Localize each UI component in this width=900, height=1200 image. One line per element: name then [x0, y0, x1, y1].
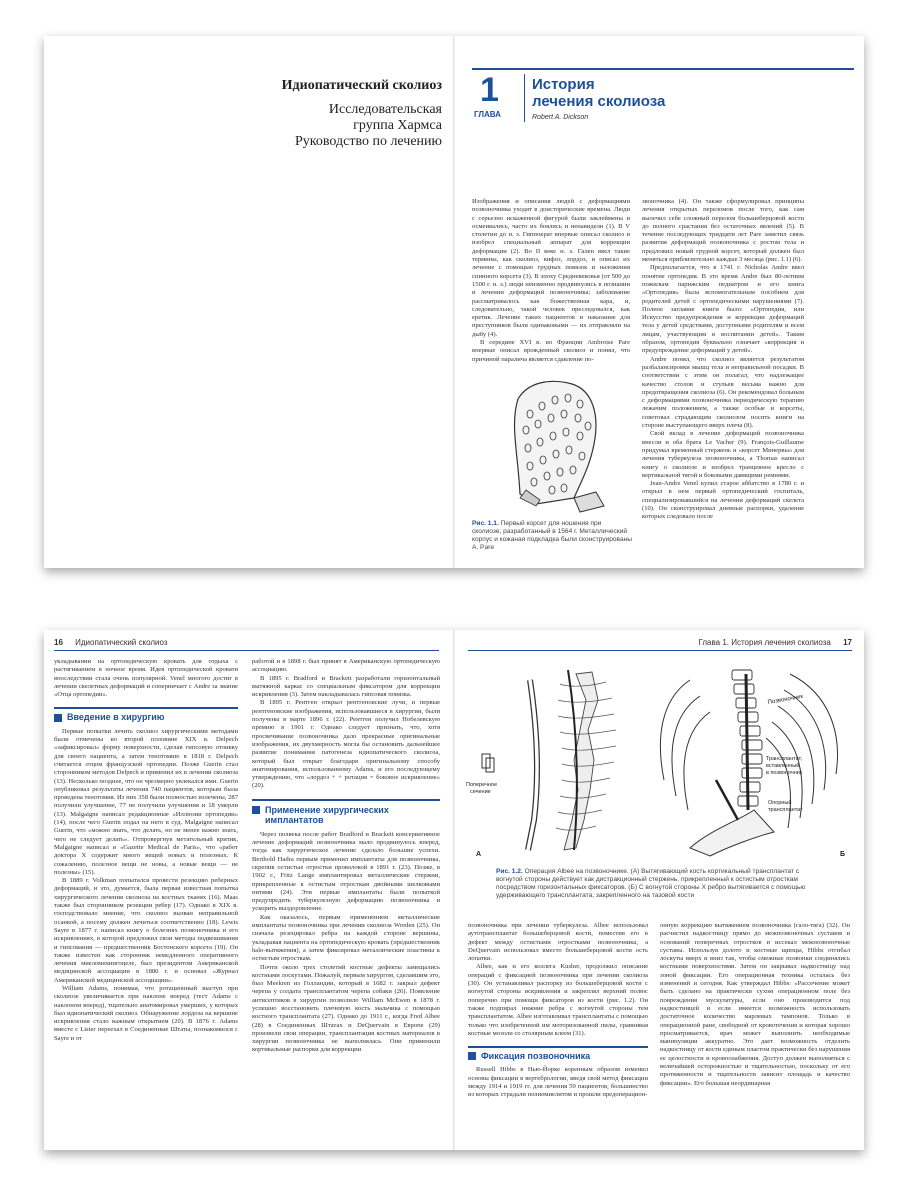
chapter-title	[532, 76, 665, 110]
page17-col2	[660, 922, 850, 1146]
section-marker-icon	[54, 714, 62, 722]
paragraph: Почти около трех столетий костные дефекты замещались костными лоскутами. Пожалуй, первым хирургом, сделавшим это, был Meekren из Голландии, который в 1682 г. закрыл дефект черепа у солдата трансплантатом черепа собаки (26). Появление антисептиков в хирургии позволило William McEwen в 1878 г. успешно восстановить плечевую кость мальчика с помощью костного трансплантата (27). Однако до 1911 г., когда Fred Albee (28) в Соединенных Штатах и DeQuervain в Европе (29) произвели свои операции, трансплантация костных материалов в хирургии позвоночника не выполнялась. Они применили кортикальные распорки для коррекции	[252, 963, 440, 1054]
page-number: 17	[843, 638, 852, 647]
figure-caption-text: Первый корсет для ношения при сколиозе, разработанный в 1564 г. Металлический корпус и кожаная подкладка были сконструированы А. Pare	[472, 520, 633, 551]
paragraph: В 1895 г. Рентген открыл рентгеновские лучи, и первые рентгеновские изображения, использовавшиеся в хирургии, были получены в марте 1896 г. (22). Рентген получил Нобелевскую премию в 1901 г. Однако следует признать, что, хотя просвечивание позвоночника дало прекрасные оригинальные изображения, их двухмерность могла бы остановить дальнейшее развитие понимания патогенеза идиопатического сколиоза, который был открыт благодаря оригинальному способу анатомирования, использованному Adams, и его последующему утверждению, что «лордоз + + ротация = боковое искривление» (20).	[252, 699, 440, 790]
chapter-col1-text	[472, 198, 630, 366]
subtitle-line2: группа Хармса	[353, 118, 442, 133]
subtitle-line1: Исследовательская	[328, 102, 442, 117]
figure-label: Рис. 1.1.	[472, 520, 499, 527]
page16-col2	[252, 658, 440, 1146]
label-graft-2: вставленный	[766, 763, 800, 769]
paragraph: звоночника (4). Он также сформулировал принципы лечения открытых переломов после того, как сам вылечил себе сложный перелом большеберцовой кости до полного срастания без остаточных явлений (5). В течение последующих тридцати лет Pare заметил связь развития деформаций позвоночника с ростом тела и предложил новый грудной корсет, который должен был меняться приблизительно каждые 3 месяца (рис. 1.1) (6).	[642, 198, 804, 264]
paragraph: Jean-Andre Venel купил старое аббатство в 1780 г. и открыл в нем первый ортопедический госпиталь, специализировавшийся на лечении деформаций скелета (10). Он сконструировал дневные распорки, удаление которых следовало после	[642, 480, 804, 521]
paragraph: В 1889 г. Volkman попытался провести резекцию реберных деформаций, и это, думается, была первая известная попытка хирургического лечения сколиоза на костных тканях (16). Maas также был сторонником резекции ребер (17). Однако в XIX в. господствовало мнение, что сколиоз вызван неправильной осанкой, а посему должен лечиться соответственно (18). Lewis Sayre в 1877 г. написал книгу о болезнях позвоночника и его искривлениях, в которой предложил свои методы подвешивания и гипсования — предшественник Бостонского корсета (19). Он также известен как сторонник немедленного оперативного лечения миеломенингоцеле, был президентом Американской медицинской ассоциации в 1880 г. и основал «Журнал Американской медицинской ассоциации».	[54, 877, 238, 984]
bottom-spread	[44, 630, 864, 1150]
page16-col1	[54, 658, 238, 1146]
label-graft-1: Трансплантат,	[766, 756, 803, 762]
figure-1-1-caption	[472, 520, 632, 552]
chapter-col2-text	[642, 198, 804, 560]
chapter-top-rule	[472, 68, 854, 70]
paragraph: Предполагается, что в 1741 г. Nicholas Andre ввел понятие ортопедия. В это время Andre был 80-летним пожилым парижским педиатром и его книга «Ортопедия» была вспомогательным пособием для родителей детей с ортопедическими нарушениями (7). Полное заглавие книги было: «Ортопедия, или Искусство предупреждения и коррекции деформаций тела у детей средствами, доступными родителям и всем лицам, участвующим в воспитании детей». Таким образом, ортопедия буквально означает «коррекция и предупреждение деформаций у детей».	[642, 264, 804, 355]
paragraph: укладывании на ортопедическую кровать для отдыха с растягиванием в ночное время. Идея ортопедической кровати впоследствии стала очень популярной. Venel многого достиг в лечении скелетных деформаций и соперничает с Andre за звание «Отца ортопедии».	[54, 658, 238, 699]
figure-caption-text: Операция Albee на позвоночнике. (А) Вытягивающий кость кортикальный трансплантат с вогнутой стороны действует как дистракционный стержень, прикрепленный к остистым отросткам посредством горизонтальных фиксаторов. (Б) С вогнутой стороны X ребро вытягивается с помощью удерживающего трансплантата, закрепленного на тазовой кости	[496, 868, 806, 899]
paragraph: позвоночника при лечении туберкулеза. Albee использовал аутотрансплантат большеберцовой кости, поместив его в дефект между остистыми отростками позвоночника, а DeQuervain использовал вместо большеберцовой кости ость лопатки.	[468, 922, 648, 963]
book-title: Идиопатический сколиоз	[281, 78, 442, 93]
section-title: Введение в хирургию	[67, 712, 165, 723]
paragraph: онную коррекцию вытяжением позвоночника (гало-тяга) (32). Он расчистил надкостницу прямо до межпозвоночных суставов и оснований поперечных отростков и иссекал межпозвоночные суставы. Используя долото и костные щипцы, Hibbs отгибал лоскуты вверх и вниз так, чтобы смежные позвонки соединялись костными поверхностями. Затем он закрывал надкостницу над зоной фиксации. Его операционная техника осталась без изменений и сегодня. Как утверждал Hibbs: «Рассечение может быть сделано на практически сухом операционном поле без повреждения мускулатуры, если оно производится под надкостницей и если имеется возможность использовать достаточное количество марлевых тампонов. Только в операционной ране, свободной от кровотечения и которая хорошо просматривается, врач может выполнить необходимые манипуляции аккуратно. Это дает возможность отделить надкостницу от кости единым пластом практически без нарушения ее целостности и кровоснабжения. Доступ должен выполняться с величайшей осторожностью и тщательностью, поскольку от его протяженности и тщательности зависит площадь и качество фиксации». Его большая неординарная	[660, 922, 850, 1087]
chapter-title-line1: История	[532, 76, 595, 93]
section-title-line1: Применение хирургических	[265, 804, 389, 815]
albee-operation-illustration-b	[650, 660, 854, 860]
paragraph: Свой вклад в лечение деформаций позвоночника внесли и оба брата Le Vacher (9). François-Guillaume придумал временный стержень и «корсет Минервы» для лечения туберкулеза позвоночника, а Thomas написал книгу о сколиозе и изобрел транцевное кресло с вертикальной тягой и боковыми давящими ремнями.	[642, 430, 804, 479]
subtitle-line3: Руководство по лечению	[295, 134, 442, 149]
paragraph: Russell Hibbs в Нью-Йорке коренным образом изменил основы фиксации в вертебрологии, введя свой метод фиксации между 1914 и 1919 гг. для лечения 59 пациентов, большинство из которых страдали полиомиелитом и прошли предоперацион-	[468, 1066, 648, 1099]
header-rule	[468, 650, 852, 651]
running-head: Глава 1. История лечения сколиоза	[698, 638, 831, 647]
chapter-number: 1	[480, 71, 499, 109]
chapter-vertical-rule	[524, 74, 525, 122]
section-heading-fixation	[468, 1046, 648, 1060]
top-spread	[44, 36, 864, 568]
paragraph: Первые попытки лечить сколиоз хирургическими методами были отмечены во второй половине XIX в. Delpech «зафиксировал» форму поверхности, сделав гипсовую отливку для своего пациента, а затем тенотомию в 1818 г. Delpech считается отцом французской ортопедии. Позже Guerin стал сторонником методов Delpech и применил их в лечении сколиоза (13). Несколько позднее, что он чрезмерно увлекался ими. Guerin опубликовал результаты лечения 740 пациентов, которым была проведена тенотомия. Из них 358 были полностью излечены, 287 получили улучшение, 77 не получили улучшения и 18 умерли (13). Malgaigne написал редакционные «Иллюзии ортопедии» (14), после чего Guerin подал на него в суд. Malgaigne написал Guerin, что «можно знать, что делать, но не менее важно знать, чего не следует делать». Отпровергнув метательный критик, Malgaigne написал в «Gazette Medical de Paris», что «работ доктора X содержит много вещей новых и полезных. К сожалению, полезное вещи не новы, а новые вещи — не полезны» (15).	[54, 727, 238, 876]
corset-illustration	[500, 374, 620, 514]
paragraph: Albee, как и его коллега Kusher, продолжил описание операций с фиксацией позвоночника при лечении сколиоза (30). Он устанавливал распорку из большеберцовой кости с вогнутой стороны искривления и закреплял верхний полюс поперечно при помощи фиксаторов из кости (рис. 1.2). Он также подпирал нижние ребра с вогнутой стороны тем трансплантатом. Albee изготавливал трансплантаты с помощью только что изобретенной им моторизованной пилы, сравнивая костные мозоли со столярным клеем (31).	[468, 963, 648, 1037]
section-heading-implants	[252, 799, 440, 825]
section-heading-surgery	[54, 707, 238, 721]
running-head: Идиопатический сколиоз	[75, 638, 168, 647]
paragraph: работой и в 1898 г. был принят в Американскую ортопедическую ассоциацию.	[252, 658, 440, 674]
spine-divider	[453, 36, 455, 568]
label-support-2: трансплантат	[768, 807, 803, 813]
section-title-line2: имплантатов	[265, 814, 324, 825]
page-17-header	[699, 638, 853, 647]
figure-label: Рис. 1.2.	[496, 868, 523, 875]
label-a: A	[476, 851, 482, 858]
figure-1-2-caption	[496, 868, 816, 900]
label-b: Б	[840, 851, 846, 858]
page-number: 16	[54, 638, 63, 647]
header-rule	[54, 650, 439, 651]
paragraph: Через полвека после работ Bradford и Brackett консервативное лечение деформаций позвоночника мало продвинулось вперед, тогда как хирургическое лечение сделало большие успехи. Berthold Hadra первым применил имплантаты для позвоночника, скрепив остистые отростки проволокой в 1891 г. (23). Позже, в 1902 г., Fritz Lange имплантировал металлические стержни, прикрепленные к остистым отросткам двойными шелковыми нитями (24). Эти первые имплантаты были попыткой предупредить туберкулезную деформацию позвоночника и ускорить выздоровление.	[252, 830, 440, 913]
spine-divider	[453, 630, 455, 1150]
paragraph: Изображения и описания людей с деформациями позвоночника уходят в доисторические времена. Люди с серьезно искаженной фигурой были заклеймены и осмеивались, часто их боялись и ненавидели (1). В V столетии до н. э. Гиппократ впервые описал сколиоз и изобрел специальный аппарат для коррекции деформации (2). Во II веке н. э. Гален ввел такие термины, как сколиоз, кифоз, лордоз, и описал их лечение с помощью грудных повязок и наложения спинного корсета (3). В эпоху Средневековья (от 500 до 1500 г. н. э.) люди неизменно продвинулись в познании и лечении деформаций позвоночника; заболевание рассматривалось как божественная кара, и, следовательно, такой человек преследовался, как еретик. Лечение таких пациентов и наказание для преступников были одинаковыми — их отправляли на дыбу (4).	[472, 198, 630, 338]
label-cross-section-2: сечение	[470, 789, 491, 795]
label-support-1: Опорный	[768, 800, 792, 806]
section-marker-icon	[468, 1052, 476, 1060]
title-block	[282, 78, 442, 150]
paragraph: В 1895 г. Bradford и Brackett разработали горизонтальный вытяжной каркас со специальным фиксатором для коррекции искривления (3). Затем накладывалась гипсовая повязка.	[252, 674, 440, 699]
paragraph: Andre понял, что сколиоз является результатом разбалансировки мышц тела и неправильной посадки. В соответствии с этим он полагал, что надлежащее качество столов и стульев весьма важно для предотвращения сколиоза (6). Он рекомендовал больным с деформациями позвоночника периодическую терапию лежачим положением, а также особые и корсеты, советовал страдающим сколиозом носить книги на стороне выступающего вверх плеча (8).	[642, 355, 804, 430]
paragraph: Как оказалось, первым применением металлические имплантаты позвоночника при лечении сколиоза Wreden (25). Он сначала резецировал ребра на каждой стороне вершины, укладывая пациента на ортопедическую кровать (предшественник halo-вытяжения), а затем фиксировал металлические пластины к остистым отросткам.	[252, 913, 440, 963]
paragraph: William Adams, понимая, что ротационный выступ при сколиозе увеличивается при наклоне вперед (тест Adams с наклоном вперед), тщательно анатомировал умерших, у которых был идиопатический сколиоз. Обнаружение лордоза на вершине искривления стало важным открытием (20). В 1876 г. Adams вместе с Lister переехал в Соединенные Штаты, познакомился с Sayre и от	[54, 984, 238, 1042]
section-title: Фиксация позвоночника	[481, 1051, 591, 1062]
label-spine: Позвоночник	[767, 693, 804, 706]
albee-operation-illustration-a	[464, 660, 654, 860]
page-16-header	[54, 638, 168, 647]
page17-col1	[468, 922, 648, 1146]
label-cross-section-1: Поперечное	[466, 782, 498, 788]
paragraph: В середине XVI в. во Франции Ambroise Pare впервые описал врожденный сколиоз и понял, что причиной паралича является сдавление по-	[472, 339, 630, 363]
section-marker-icon	[252, 806, 260, 814]
chapter-author: Robert A. Dickson	[532, 114, 589, 121]
chapter-label: ГЛАВА	[474, 110, 501, 119]
label-graft-3: в позвоночник	[766, 770, 803, 776]
chapter-title-line2: лечения сколиоза	[532, 93, 666, 110]
